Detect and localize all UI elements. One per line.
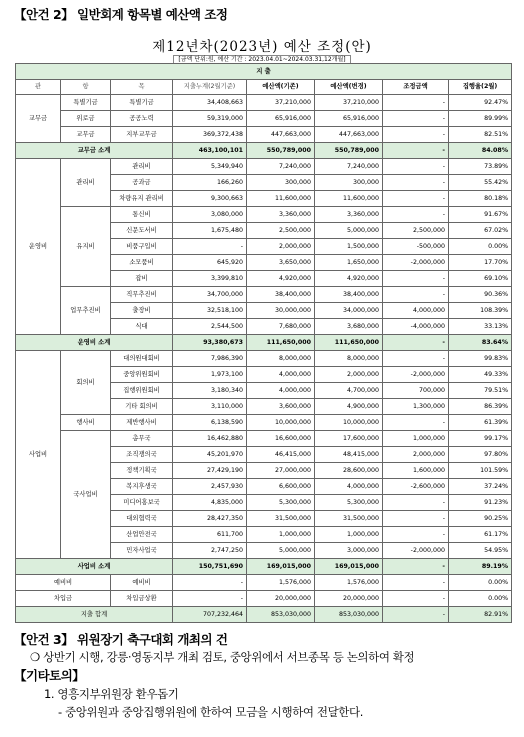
rate-cell: 82.91% (449, 607, 512, 623)
col-header-rate: 집행율(2월) (449, 80, 512, 95)
orig-budget-cell: 2,500,000 (247, 223, 315, 239)
changed-budget-cell: 853,030,000 (315, 607, 383, 623)
other-item-1: 1. 영흥지부위원장 환우돕기 (44, 687, 179, 701)
adjust-cell: - (383, 143, 449, 159)
spent-cell: 645,920 (173, 255, 247, 271)
agenda2-heading: 【안건 2】 일반회계 항목별 예산액 조정 (14, 7, 228, 22)
orig-budget-cell: 5,300,000 (247, 495, 315, 511)
spent-cell: 4,835,000 (173, 495, 247, 511)
item-name-cell: 직무추진비 (111, 287, 173, 303)
category-cell: 사업비 (16, 351, 61, 559)
spent-cell: - (173, 575, 247, 591)
item-name-cell: 조직쟁의국 (111, 447, 173, 463)
changed-budget-cell: 65,916,000 (315, 111, 383, 127)
adjust-cell: 2,500,000 (383, 223, 449, 239)
rate-cell: 0.00% (449, 575, 512, 591)
adjust-cell: - (383, 111, 449, 127)
agenda3-heading: 【안건 3】 위원장기 축구대회 개최의 건 (14, 632, 228, 647)
adjust-cell: - (383, 271, 449, 287)
changed-budget-cell: 300,000 (315, 175, 383, 191)
changed-budget-cell: 5,000,000 (315, 223, 383, 239)
rate-cell: 67.02% (449, 223, 512, 239)
changed-budget-cell: 1,650,000 (315, 255, 383, 271)
spent-cell: 34,408,663 (173, 95, 247, 111)
item-name-cell: 제반행사비 (111, 415, 173, 431)
orig-budget-cell: 5,000,000 (247, 543, 315, 559)
adjust-cell: - (383, 527, 449, 543)
table-row (16, 591, 512, 607)
rate-cell: 49.33% (449, 367, 512, 383)
total-row (16, 607, 512, 623)
table-row (16, 111, 512, 127)
subcategory-cell: 국사업비 (61, 431, 111, 559)
rate-cell: 61.17% (449, 527, 512, 543)
item-name-cell: 차량유지 관리비 (111, 191, 173, 207)
orig-budget-cell: 20,000,000 (247, 591, 315, 607)
item-name-cell: 통신비 (111, 207, 173, 223)
spent-cell: 150,751,690 (173, 559, 247, 575)
adjust-cell: 2,000,000 (383, 447, 449, 463)
subtotal-row (16, 143, 512, 159)
changed-budget-cell: 3,360,000 (315, 207, 383, 223)
changed-budget-cell: 4,000,000 (315, 479, 383, 495)
table-row (16, 351, 512, 367)
item-name-cell: 예비비 (111, 575, 173, 591)
spent-cell: 2,747,250 (173, 543, 247, 559)
budget-title: 제12년차(2023년) 예산 조정(안) (152, 39, 372, 55)
col-header-hang: 항 (61, 80, 111, 95)
adjust-cell: 4,000,000 (383, 303, 449, 319)
spent-cell: 369,372,438 (173, 127, 247, 143)
spent-cell: 611,700 (173, 527, 247, 543)
spent-cell: 93,380,673 (173, 335, 247, 351)
orig-budget-cell: 853,030,000 (247, 607, 315, 623)
adjust-cell: - (383, 159, 449, 175)
orig-budget-cell: 30,000,000 (247, 303, 315, 319)
rate-cell: 0.00% (449, 239, 512, 255)
orig-budget-cell: 7,680,000 (247, 319, 315, 335)
adjust-cell: - (383, 591, 449, 607)
rate-cell: 61.39% (449, 415, 512, 431)
rate-cell: 79.51% (449, 383, 512, 399)
item-name-cell: 차입금상환 (111, 591, 173, 607)
subtotal-row (16, 559, 512, 575)
spent-cell: 707,232,464 (173, 607, 247, 623)
adjust-cell: -2,000,000 (383, 543, 449, 559)
adjust-cell: 1,300,000 (383, 399, 449, 415)
spent-cell: 59,319,000 (173, 111, 247, 127)
orig-budget-cell: 550,789,000 (247, 143, 315, 159)
changed-budget-cell: 28,600,000 (315, 463, 383, 479)
item-name-cell: 집행위원회비 (111, 383, 173, 399)
row-label: 사업비 소계 (16, 559, 173, 575)
subcategory-cell: 회의비 (61, 351, 111, 415)
item-name-cell: 잡비 (111, 271, 173, 287)
item-name-cell: 복지후생국 (111, 479, 173, 495)
subcategory-cell: 위로금 (61, 111, 111, 127)
orig-budget-cell: 447,663,000 (247, 127, 315, 143)
subcategory-cell: 유지비 (61, 207, 111, 287)
orig-budget-cell: 37,210,000 (247, 95, 315, 111)
table-row (16, 575, 512, 591)
changed-budget-cell: 169,015,000 (315, 559, 383, 575)
adjust-cell: - (383, 335, 449, 351)
changed-budget-cell: 34,000,000 (315, 303, 383, 319)
orig-budget-cell: 65,916,000 (247, 111, 315, 127)
spent-cell: 3,110,000 (173, 399, 247, 415)
rate-cell: 92.47% (449, 95, 512, 111)
item-name-cell: 출장비 (111, 303, 173, 319)
orig-budget-cell: 4,000,000 (247, 367, 315, 383)
adjust-cell: - (383, 287, 449, 303)
changed-budget-cell: 5,300,000 (315, 495, 383, 511)
budget-subtitle-text: [금액 단위:원, 예산 기간 : 2023.04.01~2024.03.31,12개월] (173, 55, 350, 64)
orig-budget-cell: 3,360,000 (247, 207, 315, 223)
orig-budget-cell: 3,650,000 (247, 255, 315, 271)
spent-cell: 28,427,350 (173, 511, 247, 527)
spent-cell: 34,700,000 (173, 287, 247, 303)
changed-budget-cell: 7,240,000 (315, 159, 383, 175)
budget-subtitle (0, 54, 524, 63)
changed-budget-cell: 4,920,000 (315, 271, 383, 287)
changed-budget-cell: 447,663,000 (315, 127, 383, 143)
col-header-orig: 예산액(기존) (247, 80, 315, 95)
changed-budget-cell: 3,680,000 (315, 319, 383, 335)
rate-cell: 90.36% (449, 287, 512, 303)
budget-table (15, 63, 512, 623)
item-name-cell: 식대 (111, 319, 173, 335)
agenda3-detail: ❍ 상반기 시행, 강릉·영동지부 개최 검토, 중앙위에서 서브종목 등 논의하여 확정 (30, 650, 415, 664)
row-label: 지출 합계 (16, 607, 173, 623)
spent-cell: 5,349,940 (173, 159, 247, 175)
spent-cell: - (173, 239, 247, 255)
adjust-cell: -2,000,000 (383, 255, 449, 271)
spent-cell: 166,260 (173, 175, 247, 191)
orig-budget-cell: 111,650,000 (247, 335, 315, 351)
spent-cell: 1,675,480 (173, 223, 247, 239)
adjust-cell: - (383, 127, 449, 143)
rate-cell: 55.42% (449, 175, 512, 191)
changed-budget-cell: 1,000,000 (315, 527, 383, 543)
orig-budget-cell: 38,400,000 (247, 287, 315, 303)
rate-cell: 37.24% (449, 479, 512, 495)
rate-cell: 17.70% (449, 255, 512, 271)
changed-budget-cell: 4,700,000 (315, 383, 383, 399)
spent-cell: - (173, 591, 247, 607)
spent-cell: 1,973,100 (173, 367, 247, 383)
adjust-cell: -2,600,000 (383, 479, 449, 495)
rate-cell: 89.19% (449, 559, 512, 575)
item-name-cell: 특별기금 (111, 95, 173, 111)
section-header: 지 출 (16, 64, 512, 80)
subcategory-cell: 교무금 (61, 127, 111, 143)
changed-budget-cell: 1,500,000 (315, 239, 383, 255)
adjust-cell: -500,000 (383, 239, 449, 255)
spent-cell: 3,399,810 (173, 271, 247, 287)
item-name-cell: 공공노력 (111, 111, 173, 127)
rate-cell: 108.39% (449, 303, 512, 319)
changed-budget-cell: 48,415,000 (315, 447, 383, 463)
subcategory-cell: 업무추진비 (61, 287, 111, 335)
item-name-cell: 소모품비 (111, 255, 173, 271)
table-row (16, 159, 512, 175)
item-name-cell: 민자사업국 (111, 543, 173, 559)
changed-budget-cell: 4,900,000 (315, 399, 383, 415)
col-header-adjust: 조정금액 (383, 80, 449, 95)
spent-cell: 2,457,930 (173, 479, 247, 495)
subtotal-row (16, 335, 512, 351)
spent-cell: 463,100,101 (173, 143, 247, 159)
orig-budget-cell: 31,500,000 (247, 511, 315, 527)
rate-cell: 91.23% (449, 495, 512, 511)
adjust-cell: - (383, 559, 449, 575)
orig-budget-cell: 16,600,000 (247, 431, 315, 447)
adjust-cell: - (383, 511, 449, 527)
adjust-cell: -4,000,000 (383, 319, 449, 335)
spent-cell: 3,180,340 (173, 383, 247, 399)
orig-budget-cell: 27,000,000 (247, 463, 315, 479)
changed-budget-cell: 37,210,000 (315, 95, 383, 111)
adjust-cell: 1,000,000 (383, 431, 449, 447)
item-name-cell: 중앙위원회비 (111, 367, 173, 383)
rate-cell: 90.25% (449, 511, 512, 527)
adjust-cell: 1,600,000 (383, 463, 449, 479)
other-heading: 【기타토의】 (14, 668, 85, 683)
orig-budget-cell: 7,240,000 (247, 159, 315, 175)
adjust-cell: - (383, 175, 449, 191)
col-header-spent: 지출누계(2월기준) (173, 80, 247, 95)
adjust-cell: - (383, 495, 449, 511)
table-row (16, 415, 512, 431)
rate-cell: 54.95% (449, 543, 512, 559)
spent-cell: 27,429,190 (173, 463, 247, 479)
changed-budget-cell: 8,000,000 (315, 351, 383, 367)
table-row (16, 95, 512, 111)
spent-cell: 45,201,970 (173, 447, 247, 463)
item-name-cell: 대의원대회비 (111, 351, 173, 367)
rate-cell: 89.99% (449, 111, 512, 127)
col-header-gwan: 관 (16, 80, 61, 95)
table-row (16, 431, 512, 447)
row-label: 교무금 소계 (16, 143, 173, 159)
row-label: 운영비 소계 (16, 335, 173, 351)
changed-budget-cell: 550,789,000 (315, 143, 383, 159)
adjust-cell: - (383, 95, 449, 111)
rate-cell: 80.18% (449, 191, 512, 207)
item-name-cell: 비품구입비 (111, 239, 173, 255)
item-name-cell: 기타 회의비 (111, 399, 173, 415)
rate-cell: 91.67% (449, 207, 512, 223)
changed-budget-cell: 2,000,000 (315, 367, 383, 383)
col-header-changed: 예산액(변경) (315, 80, 383, 95)
changed-budget-cell: 17,600,000 (315, 431, 383, 447)
orig-budget-cell: 10,000,000 (247, 415, 315, 431)
rate-cell: 99.83% (449, 351, 512, 367)
adjust-cell: - (383, 351, 449, 367)
item-name-cell: 지부교무금 (111, 127, 173, 143)
rate-cell: 86.39% (449, 399, 512, 415)
item-name-cell: 총무국 (111, 431, 173, 447)
orig-budget-cell: 11,600,000 (247, 191, 315, 207)
category-cell: 운영비 (16, 159, 61, 335)
changed-budget-cell: 20,000,000 (315, 591, 383, 607)
changed-budget-cell: 38,400,000 (315, 287, 383, 303)
item-name-cell: 신문도서비 (111, 223, 173, 239)
rate-cell: 99.17% (449, 431, 512, 447)
adjust-cell: -2,000,000 (383, 367, 449, 383)
col-header-mok: 목 (111, 80, 173, 95)
rate-cell: 0.00% (449, 591, 512, 607)
rate-cell: 73.89% (449, 159, 512, 175)
adjust-cell: - (383, 575, 449, 591)
item-name-cell: 관리비 (111, 159, 173, 175)
item-name-cell: 산업안전국 (111, 527, 173, 543)
orig-budget-cell: 4,920,000 (247, 271, 315, 287)
orig-budget-cell: 46,415,000 (247, 447, 315, 463)
adjust-cell: 700,000 (383, 383, 449, 399)
other-item-2: - 중앙위원과 중앙집행위원에 한하여 모금을 시행하여 전달한다. (58, 705, 363, 719)
orig-budget-cell: 169,015,000 (247, 559, 315, 575)
spent-cell: 6,138,590 (173, 415, 247, 431)
changed-budget-cell: 3,000,000 (315, 543, 383, 559)
adjust-cell: - (383, 415, 449, 431)
spent-cell: 7,986,390 (173, 351, 247, 367)
rate-cell: 33.13% (449, 319, 512, 335)
spent-cell: 2,544,500 (173, 319, 247, 335)
orig-budget-cell: 3,600,000 (247, 399, 315, 415)
subcategory-cell: 관리비 (61, 159, 111, 207)
spent-cell: 16,462,880 (173, 431, 247, 447)
category-cell: 예비비 (16, 575, 111, 591)
item-name-cell: 대외협력국 (111, 511, 173, 527)
spent-cell: 3,080,000 (173, 207, 247, 223)
orig-budget-cell: 6,600,000 (247, 479, 315, 495)
rate-cell: 97.80% (449, 447, 512, 463)
category-cell: 교무금 (16, 95, 61, 143)
rate-cell: 101.59% (449, 463, 512, 479)
rate-cell: 83.64% (449, 335, 512, 351)
changed-budget-cell: 10,000,000 (315, 415, 383, 431)
rate-cell: 84.08% (449, 143, 512, 159)
changed-budget-cell: 11,600,000 (315, 191, 383, 207)
spent-cell: 32,518,100 (173, 303, 247, 319)
subcategory-cell: 특별기금 (61, 95, 111, 111)
adjust-cell: - (383, 607, 449, 623)
orig-budget-cell: 1,000,000 (247, 527, 315, 543)
category-cell: 차입금 (16, 591, 111, 607)
section-header-row (16, 64, 512, 80)
adjust-cell: - (383, 207, 449, 223)
item-name-cell: 공과금 (111, 175, 173, 191)
spent-cell: 9,300,663 (173, 191, 247, 207)
table-row (16, 207, 512, 223)
orig-budget-cell: 4,000,000 (247, 383, 315, 399)
subcategory-cell: 행사비 (61, 415, 111, 431)
orig-budget-cell: 300,000 (247, 175, 315, 191)
column-header-row (16, 80, 512, 95)
rate-cell: 69.10% (449, 271, 512, 287)
rate-cell: 82.51% (449, 127, 512, 143)
adjust-cell: - (383, 191, 449, 207)
table-row (16, 127, 512, 143)
orig-budget-cell: 1,576,000 (247, 575, 315, 591)
changed-budget-cell: 31,500,000 (315, 511, 383, 527)
item-name-cell: 정책기획국 (111, 463, 173, 479)
item-name-cell: 미디어홍보국 (111, 495, 173, 511)
changed-budget-cell: 1,576,000 (315, 575, 383, 591)
table-row (16, 287, 512, 303)
orig-budget-cell: 8,000,000 (247, 351, 315, 367)
orig-budget-cell: 2,000,000 (247, 239, 315, 255)
changed-budget-cell: 111,650,000 (315, 335, 383, 351)
